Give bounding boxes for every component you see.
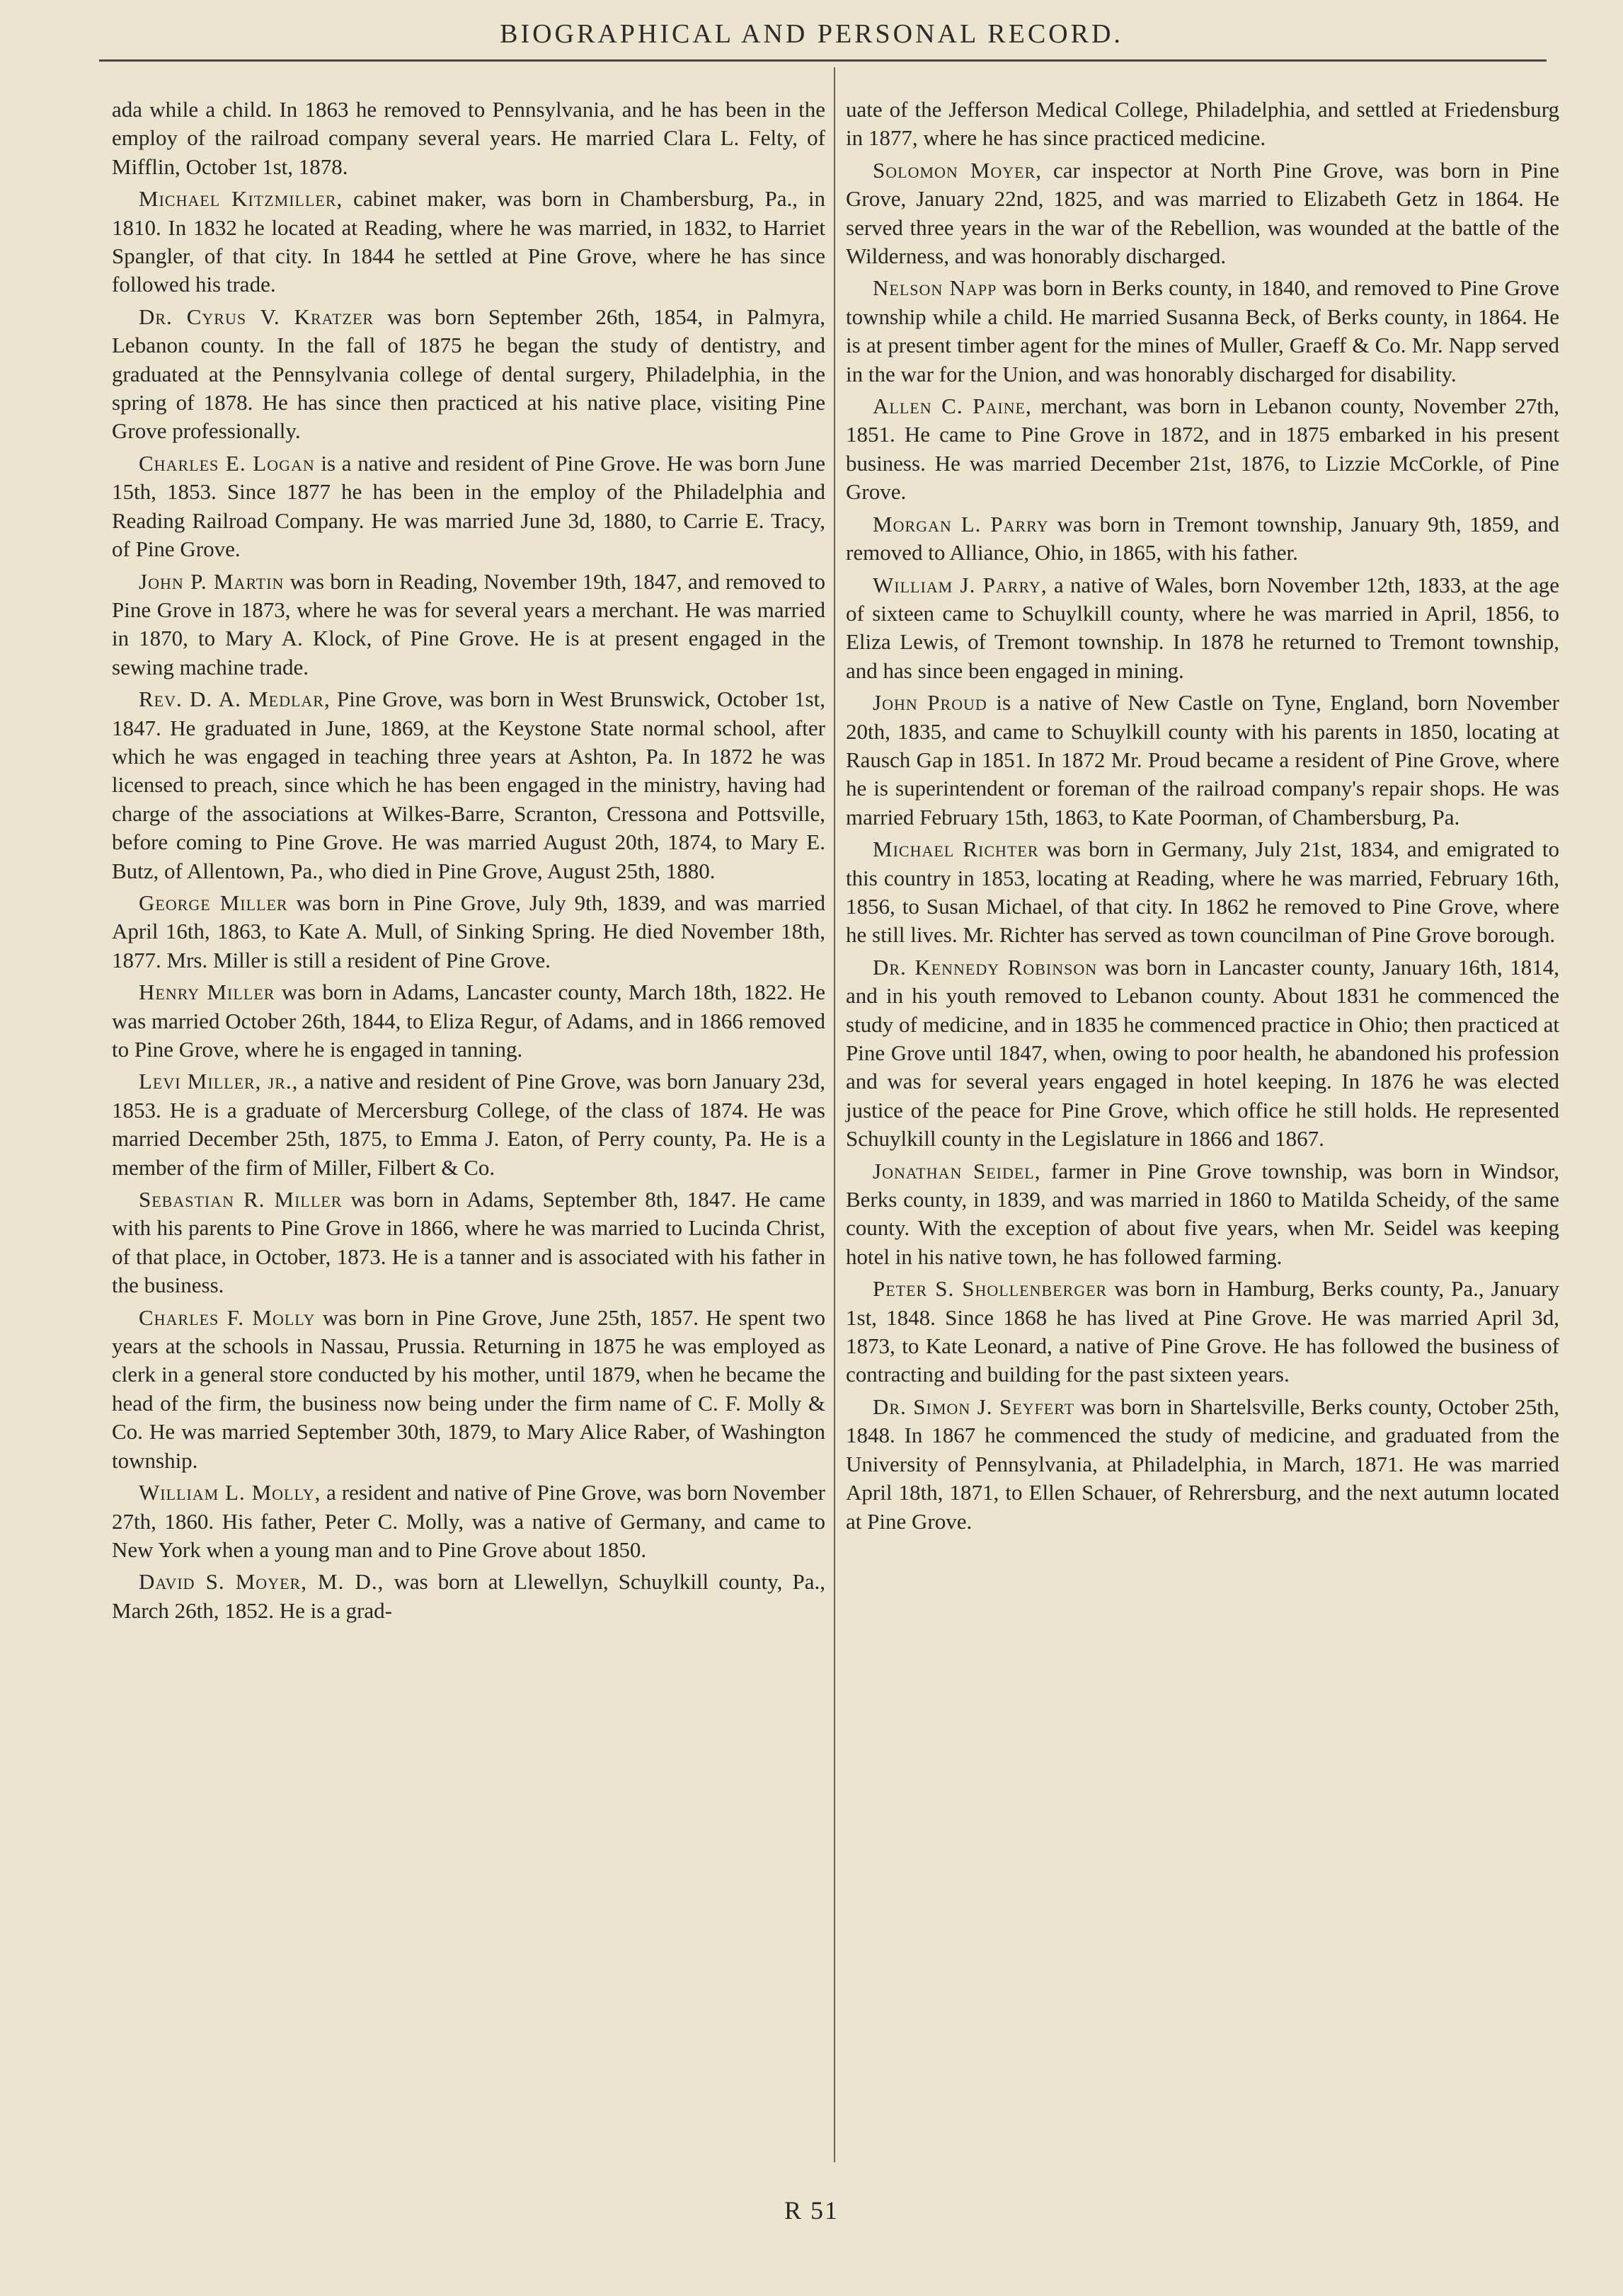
page-number: R 51: [784, 2196, 839, 2225]
biography-entry: [846, 1157, 1559, 1272]
person-name: Nelson Napp: [873, 275, 997, 301]
biography-text: cabinet maker, was born in Chambersburg, Pa., in 1810. In 1832 he located at Reading, where he was married, in 1832, to Harriet Spangler, of that city. In 1844 he settled at Pine Grove, where he has since followed his trade.: [112, 186, 825, 297]
person-name: Rev. D. A. Medlar,: [139, 687, 331, 712]
continuation-paragraph: uate of the Jefferson Medical College, Philadelphia, and settled at Friedensburg in 1877, where he has since practiced medicine.: [846, 97, 1559, 151]
biography-entry: [846, 1393, 1559, 1536]
biography-entry: [846, 274, 1559, 389]
person-name: Sebastian R. Miller: [139, 1187, 343, 1212]
person-name: William L. Molly,: [139, 1480, 321, 1505]
person-name: Michael Richter: [873, 837, 1039, 862]
person-name: Charles E. Logan: [139, 450, 315, 476]
biography-text: was born in Lancaster county, January 16th, 1814, and in his youth removed to Lebanon county. About 1831 he commenced the study of medicine, and in 1835 he commenced practice in Ohio; then practiced at Pine Grove until 1847, when, owing to poor health, he abandoned his profession and was for several years engaged in hotel keeping. In 1876 he was elected justice of the peace for Pine Grove, which office he still holds. He represented Schuylkill county in the Legislature in 1866 and 1867.: [846, 954, 1559, 1152]
left-entries: [112, 185, 825, 1625]
person-name: Levi Miller, jr.,: [139, 1069, 299, 1094]
biography-text: was born in Reading, November 19th, 1847, and removed to Pine Grove in 1873, where he was for several years a merchant. He was married in 1870, to Mary A. Klock, of Pine Grove. He is at present engaged in the sewing machine trade.: [112, 568, 825, 679]
biography-text: was born in Adams, Lancaster county, March 18th, 1822. He was married October 26th, 1844, to Eliza Regur, of Adams, and in 1866 removed to Pine Grove, where he is engaged in tanning.: [112, 980, 825, 1062]
biography-entry: [112, 303, 825, 446]
person-name: William J. Parry,: [873, 572, 1048, 597]
person-name: George Miller: [139, 890, 288, 915]
biography-entry: [846, 156, 1559, 271]
biography-text: was born in Hamburg, Berks county, Pa., January 1st, 1848. Since 1868 he has lived at Pine Grove. He was married April 3d, 1873, to Kate Leonard, a native of Pine Grove. He has followed the business of contracting and building for the past sixteen years.: [846, 1276, 1559, 1387]
right-column: [846, 96, 1559, 1539]
biography-entry: [112, 1186, 825, 1300]
biography-entry: [112, 1304, 825, 1475]
biography-entry: [112, 568, 825, 682]
page-title: BIOGRAPHICAL AND PERSONAL RECORD.: [500, 19, 1123, 49]
biography-text: was born in Berks county, in 1840, and removed to Pine Grove township while a child. He married Susanna Beck, of Berks county, in 1864. He is at present timber agent for the mines of Muller, Graeff & Co. Mr. Napp served in the war for the Union, and was honorably discharged for disability.: [846, 275, 1559, 386]
person-name: Solomon Moyer,: [873, 157, 1043, 183]
biography-text: merchant, was born in Lebanon county, November 27th, 1851. He came to Pine Grove in 1872, and in 1875 embarked in his present business. He was married December 21st, 1876, to Lizzie McCorkle, of Pine Grove.: [846, 394, 1559, 505]
biography-entry: [846, 571, 1559, 686]
biography-text: a resident and native of Pine Grove, was born November 27th, 1860. His father, Peter C. Molly, was a native of Germany, and came to New York when a young man and to Pine Grove about 1850.: [112, 1480, 825, 1562]
header-rule: [99, 59, 1547, 62]
continuation-paragraph: ada while a child. In 1863 he removed to Pennsylvania, and he has been in the employ of the railroad company several years. He married Clara L. Felty, of Mifflin, October 1st, 1878.: [112, 97, 825, 179]
right-entries: [846, 156, 1559, 1536]
biography-text: is a native and resident of Pine Grove. He was born June 15th, 1853. Since 1877 he has been in the employ of the Philadelphia and Reading Railroad Company. He was married June 3d, 1880, to Carrie E. Tracy, of Pine Grove.: [112, 450, 825, 562]
biography-text: a native and resident of Pine Grove, was born January 23d, 1853. He is a graduate of Mercersburg College, of the class of 1874. He was married December 25th, 1875, to Emma J. Eaton, of Perry county, Pa. He is a member of the firm of Miller, Filbert & Co.: [112, 1069, 825, 1180]
biography-entry: [112, 889, 825, 975]
person-name: Charles F. Molly: [139, 1304, 316, 1330]
biography-text: was born in Pine Grove, July 9th, 1839, and was married April 16th, 1863, to Kate A. Mull, of Sinking Spring. He died November 18th, 1877. Mrs. Miller is still a resident of Pine Grove.: [112, 890, 825, 972]
person-name: Dr. Cyrus V. Kratzer: [139, 304, 374, 329]
biography-text: was born in Germany, July 21st, 1834, and emigrated to this country in 1853, locating at Reading, where he was married, February 16th, 1856, to Susan Michael, of that city. In 1862 he removed to Pine Grove, where he still lives. Mr. Richter has served as town councilman of Pine Grove borough.: [846, 837, 1559, 948]
person-name: Dr. Kennedy Robinson: [873, 954, 1098, 980]
biography-text: farmer in Pine Grove township, was born in Windsor, Berks county, in 1839, and was married in 1860 to Matilda Scheidy, of the same county. With the exception of about five years, when Mr. Seidel was keeping hotel in his native town, he has followed farming.: [846, 1158, 1559, 1269]
biography-entry: [112, 1568, 825, 1625]
biography-text: was born September 26th, 1854, in Palmyra, Lebanon county. In the fall of 1875 he began the study of dentistry, and graduated at the Pennsylvania college of dental surgery, Philadelphia, in the spring of 1878. He has since then practiced at his native place, visiting Pine Grove professionally.: [112, 304, 825, 444]
biography-text: was born in Adams, September 8th, 1847. He came with his parents to Pine Grove in 1866, where he was married to Lucinda Christ, of that place, in October, 1873. He is a tanner and is associated with his father in the business.: [112, 1187, 825, 1298]
biography-text: was born at Llewellyn, Schuylkill county, Pa., March 26th, 1852. He is a grad-: [112, 1569, 825, 1623]
biography-entry: [112, 685, 825, 885]
biography-text: car inspector at North Pine Grove, was born in Pine Grove, January 22nd, 1825, and was married to Elizabeth Getz in 1864. He served three years in the war of the Rebellion, was wounded at the battle of the Wilderness, and was honorably discharged.: [846, 157, 1559, 269]
person-name: John P. Martin: [139, 568, 285, 594]
biography-text: Pine Grove, was born in West Brunswick, October 1st, 1847. He graduated in June, 1869, at the Keystone State normal school, after which he was engaged in teaching three years at Ashton, Pa. In 1872 he was licensed to preach, since which he has been engaged in the ministry, having had charge of the associations at Wilkes-Barre, Scranton, Cressona and Pottsville, before coming to Pine Grove. He was married August 20th, 1874, to Mary E. Butz, of Allentown, Pa., who died in Pine Grove, August 25th, 1880.: [112, 687, 825, 883]
person-name: Morgan L. Parry: [873, 511, 1049, 536]
biography-text: was born in Shartelsville, Berks county, October 25th, 1848. In 1867 he commenced the study of medicine, and graduated from the University of Pennsylvania, at Philadelphia, in March, 1871. He was married April 18th, 1871, to Ellen Schauer, of Rehrersburg, and the next autumn located at Pine Grove.: [846, 1394, 1559, 1534]
biography-entry: [112, 1067, 825, 1182]
person-name: Jonathan Seidel,: [873, 1158, 1041, 1183]
biography-text: was born in Tremont township, January 9th, 1859, and removed to Alliance, Ohio, in 1865, with his father.: [846, 511, 1560, 566]
biography-entry: [112, 978, 825, 1064]
biography-entry: [846, 689, 1559, 832]
person-name: Allen C. Paine,: [873, 394, 1032, 419]
person-name: Peter S. Shollenberger: [873, 1276, 1108, 1302]
person-name: John Proud: [873, 690, 987, 716]
biography-entry: [112, 1479, 825, 1564]
left-column: [112, 96, 825, 1629]
biography-entry: [846, 1275, 1559, 1389]
biography-entry: [112, 449, 825, 564]
biography-entry: [846, 392, 1559, 507]
biography-entry: [846, 510, 1559, 568]
biography-entry: [846, 953, 1559, 1154]
biography-entry: [112, 185, 825, 299]
person-name: Michael Kitzmiller,: [139, 186, 343, 212]
person-name: Henry Miller: [139, 980, 275, 1005]
column-divider: [834, 67, 835, 2162]
biography-entry: [846, 835, 1559, 950]
biography-text: a native of Wales, born November 12th, 1833, at the age of sixteen came to Schuylkill county, where he was married in April, 1856, to Eliza Lewis, of Tremont township. In 1878 he returned to Tremont township, and has since been engaged in mining.: [846, 572, 1560, 683]
biography-text: was born in Pine Grove, June 25th, 1857. He spent two years at the schools in Nassau, Prussia. Returning in 1875 he was employed as clerk in a general store conducted by his mother, until 1879, when he became the head of the firm, the business now being under the firm name of C. F. Molly & Co. He was married September 30th, 1879, to Mary Alice Raber, of Washington township.: [112, 1304, 826, 1473]
person-name: David S. Moyer, M. D.,: [139, 1569, 384, 1595]
biography-text: is a native of New Castle on Tyne, England, born November 20th, 1835, and came to Schuylkill county with his parents in 1850, locating at Rausch Gap in 1851. In 1872 Mr. Proud became a resident of Pine Grove, where he is superintendent or foreman of the railroad company's repair shops. He was married February 15th, 1863, to Kate Poorman, of Chambersburg, Pa.: [846, 690, 1559, 830]
person-name: Dr. Simon J. Seyfert: [873, 1394, 1075, 1419]
